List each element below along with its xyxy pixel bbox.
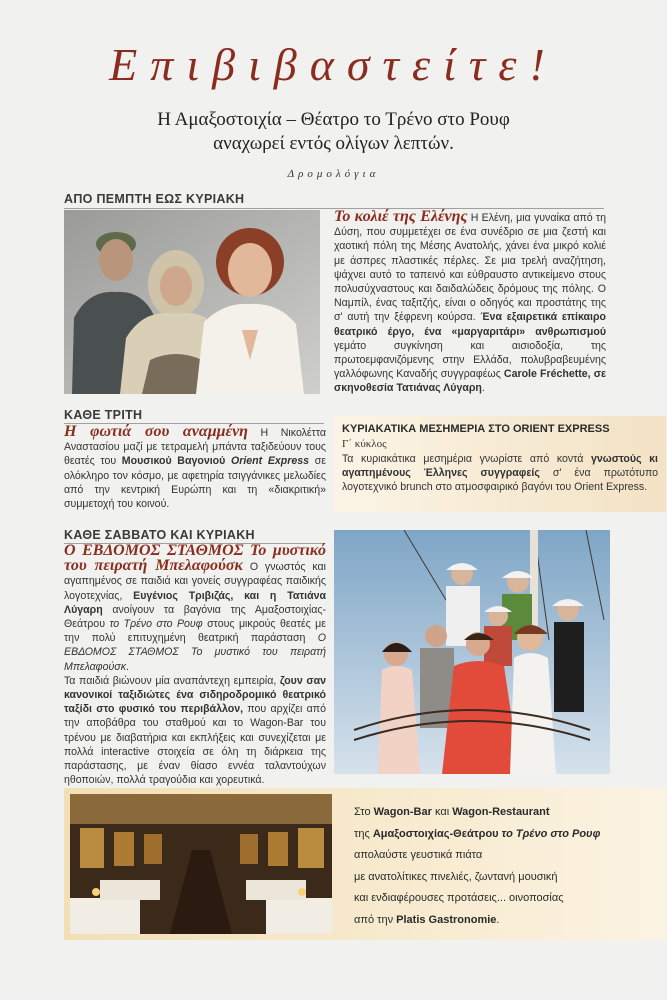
platis-gastronomie: Platis Gastronomie — [396, 913, 497, 926]
theatre-train-name: Αμαξοστοιχίας-Θεάτρου — [372, 827, 502, 840]
brunch-text-part: σ' ένα πρωτότυπο λογοτεχνικό brunch στο ατμοσφαιρικό βαγόνι του Orient Express. — [342, 467, 658, 494]
section1-author: Carole Fréchette, σε σκηνοθεσία Τατιάνας Λύγαρη — [334, 368, 607, 395]
helen-necklace-photo — [64, 210, 320, 394]
section3-show-name: Ο ΕΒΔΟΜΟΣ ΣΤΑΘΜΟΣ Το μυστικό του πειρατή Μπελαφούσκ — [64, 632, 326, 673]
section2-heading: ΚΑΘΕ ΤΡΙΤΗ — [64, 408, 143, 422]
section1-play-title: Το κολιέ της Ελένης — [334, 208, 468, 225]
subtitle-line-2: αναχωρεί εντός ολίγων λεπτών. — [213, 133, 454, 154]
section1-text — [334, 210, 606, 396]
restaurant-line-2 — [354, 824, 600, 846]
section3-heading: ΚΑΘΕ ΣΑΒΒΑΤΟ ΚΑΙ ΚΥΡΙΑΚΗ — [64, 528, 255, 542]
section3-theatre-name: το Τρένο στο Ρουφ — [109, 618, 203, 631]
restaurant-line-5: και ενδιαφέρουσες προτάσεις... οινοποσίας — [354, 892, 564, 904]
brunch-text-part: Τα κυριακάτικα μεσημέρια γνωρίστε από κοντά — [342, 453, 591, 465]
page-subtitle — [0, 108, 667, 156]
section3-text-part: που αρχίζει από την αποβάθρα του σταθμού και το Wagon-Bar του τρένου με διαβατήρια και εκπλήξεις και συνεχίζεται με πολλά interactive στοιχεία σε όλη τη διάρκεια της παράστασης, με έναν θίασο εννέα ταλαντούχων ηθοποιών, πολλά τραγούδια και χορευτικά. — [64, 703, 326, 787]
routes-label: Δρομολόγια — [287, 168, 380, 180]
pirate-show-photo — [334, 530, 610, 774]
section3-text — [64, 544, 326, 787]
restaurant-line-1 — [354, 802, 600, 824]
brunch-heading: ΚΥΡΙΑΚΑΤΙΚΑ ΜΕΣΗΜΕΡΙΑ ΣΤΟ ORIENT EXPRESS — [342, 423, 610, 435]
section2-highlight: Μουσικού Βαγονιού — [121, 455, 226, 468]
section1-heading: ΑΠΟ ΠΕΜΠΤΗ ΕΩΣ ΚΥΡΙΑΚΗ — [64, 192, 245, 206]
section3-highlight: ζουν σαν κανονικοί ταξιδιώτες ένα σιδηροδρομικό θεατρικό ταξίδι στο φυσικό του περιβάλλον, — [64, 674, 327, 716]
restaurant-text-part: Στο — [354, 806, 374, 818]
brunch-box — [334, 416, 666, 512]
section3-text-part: Τα παιδιά βιώνουν μία αναπάντεχη εμπειρία, — [64, 674, 280, 687]
section2-play-title: Η φωτιά σου αναμμένη — [64, 423, 248, 440]
subtitle-line-1: Η Αμαξοστοιχία – Θέατρο το Τρένο στο Ρουφ — [157, 109, 510, 130]
section3-authors: Ευγένιος Τριβιζάς, και η Τατιάνα Λύγαρη — [64, 589, 326, 616]
brunch-highlight: γνωστούς κι αγαπημένους Έλληνες συγγραφείς — [342, 453, 658, 480]
restaurant-text — [354, 802, 600, 931]
restaurant-line-6 — [354, 910, 600, 932]
restaurant-text-part: από την — [354, 913, 397, 926]
brunch-cycle: Γ΄ κύκλος — [342, 438, 387, 450]
section3-text-part: Ο γνωστός και αγαπημένος σε παιδιά και γονείς συγγραφέας παιδικής λογοτεχνίας, — [64, 561, 326, 602]
section3-play-title: Ο ΕΒΔΟΜΟΣ ΣΤΑΘΜΟΣ Το μυστικό του πειρατή Μπελαφούσκ — [64, 542, 326, 575]
section2-orient-express: Orient Express — [230, 455, 310, 468]
restaurant-text-part: της — [354, 827, 373, 840]
wagon-bar-name: Wagon-Bar — [373, 806, 432, 818]
restaurant-text-part: . — [496, 913, 500, 926]
section1-highlight: Ένα εξαιρετικά επίκαιρο θεατρικό έργο, ένα «μαργαριτάρι» ανθρωπισμού — [334, 311, 606, 338]
restaurant-line-3: απολαύστε γευστικά πιάτα — [354, 849, 483, 861]
section2-text-part: σε ολόκληρο τον κόσμο, με αφετηρία τσιγγάνικες μελωδίες από την κεντρική Ευρώπη και τη «διακριτική» συμμετοχή του κοινού. — [64, 455, 326, 511]
restaurant-text-part: και — [431, 806, 453, 818]
restaurant-box — [64, 788, 666, 940]
brunch-text — [342, 452, 658, 495]
section1-text-part: . — [481, 382, 485, 395]
restaurant-line-4: με ανατολίτικες πινελιές, ζωντανή μουσική — [354, 870, 558, 883]
section1-text-part: γεμάτο συγκίνηση και αισιοδοξία, της πρωτοεμφανιζόμενης στην Ελλάδα, πολυβραβευμένης γαλλόφωνης Καναδής συγγραφέως — [334, 339, 606, 381]
section3-text-part: . — [126, 660, 129, 673]
restaurant-car-photo — [70, 794, 332, 934]
page-title: Επιβιβαστείτε! — [109, 39, 558, 90]
section1-text-part: Η Ελένη, μια γυναίκα από τη Δύση, που συμμετέχει σε ένα συνέδριο σε μια ζεστή και χαοτική πόλη της Μέσης Ανατολής, χάνει ένα μικρό κολιέ με άσπρες πλαστικές πέρλες. Σε μια τρελή αναζήτηση, ψάχνει αυτό το ταπεινό και εύθραυστο αντικείμενο στους πολυσύχναστους και δαιδαλώδεις δρόμους της πόλης. Ο Ναμπίλ, ένας ταξιτζής, είναι ο οδηγός και προστάτης της σ' αυτή την ξέφρενη κούρσα. — [334, 212, 606, 324]
section2-text-part: Η Νικολέττα Αναστασίου μαζί με τετραμελή μπάντα ταξιδεύουν τους θεατές του — [64, 427, 326, 468]
section3-text-part: στους μικρούς θεατές με την πολύ επιτυχημένη θεατρική παράσταση — [64, 618, 326, 645]
theatre-name-italic: το Τρένο στο Ρουφ — [501, 827, 601, 840]
wagon-restaurant-name: Wagon-Restaurant — [452, 806, 550, 818]
section3-text-part: ανοίγουν τα βαγόνια της Αμαξοστοιχίας-Θεάτρου — [64, 603, 326, 631]
section2-text — [64, 425, 326, 511]
